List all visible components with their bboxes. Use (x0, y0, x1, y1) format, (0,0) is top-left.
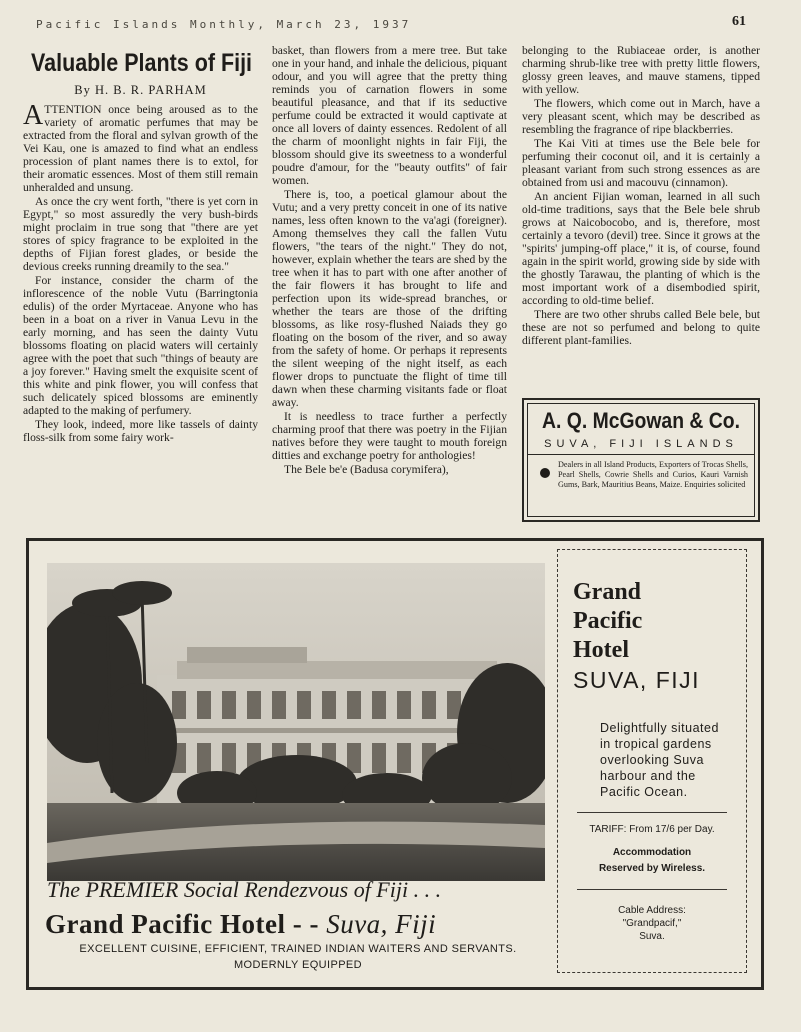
hotel-features: EXCELLENT CUISINE, EFFICIENT, TRAINED INDIAN WAITERS AND SERVANTS. MODERNLY EQUIPPED (79, 943, 517, 971)
article-paragraph: basket, than flowers from a mere tree. But take one in your hand, and inhale the delicious, piquant odour, and you will agree that the pretty thing reminds you of carnation flowers in some beautiful pleasance, and that if its seductive perfume could be extracted it would captivate at once all lovers of dainty essences. Redolent of all the charm of moonlight nights in fair Fiji, the blossom should give its sweetness to a wonderful poudre d'amour, for the "beauty outfits" of fair women. (272, 44, 507, 187)
article-paragraph: ATTENTION once being aroused as to the variety of aromatic perfumes that may be extracted from the floral and sylvan growth of the Vei Kau, one is amazed to find what an endless procession of plant names there is to extol, for their aromatic essences. Most of them still remain unheralded and unsung. (23, 100, 258, 194)
side-divider (577, 889, 727, 890)
article-column-3 (522, 44, 760, 348)
article-title: Valuable Plants of Fiji (31, 49, 253, 77)
article-paragraph: For instance, consider the charm of the inflorescence of the noble Vutu (Barringtonia edulis) of the order Myrtaceae. Anyone who has been in a boat on a river in Vanua Levu in the early morning, and has seen the dainty Vutu blossoms floating on placid waters will certainly agree with the poet that such "things of beauty are a joy forever." Having smelt the exquisite scent of this white and pink flower, you will confess that such delicately spiced blossoms are eminently adapted to the making of perfumery. (23, 274, 258, 417)
hotel-tagline: The PREMIER Social Rendezvous of Fiji . . . (47, 877, 442, 902)
mcgowan-description: Dealers in all Island Products, Exporters of Trocas Shells, Pearl Shells, Cowrie Shells and Curios, Kauri Varnish Gums, Bark, Mauritius Beans, Maize. Enquiries solicited (528, 455, 754, 490)
article-paragraph: It is needless to trace further a perfectly charming proof that there was poetry in the Fijian natives before they were taught to mouth foreign ditties and exchange poetry for anthologies! (272, 410, 507, 462)
running-head: Pacific Islands Monthly, March 23, 1937 (36, 18, 412, 31)
article-paragraph: The Bele be'e (Badusa corymifera), (284, 463, 449, 476)
hotel-advertisement (26, 538, 764, 990)
mcgowan-company-name: A. Q. McGowan & Co. (542, 408, 740, 433)
side-hotel-title: Grand Pacific Hotel (573, 579, 643, 663)
hotel-photo (47, 563, 545, 881)
bullet-dot-icon (540, 468, 550, 478)
mcgowan-advertisement (522, 398, 760, 522)
side-tariff: TARIFF: From 17/6 per Day. (589, 824, 715, 835)
side-cable-address: Cable Address: "Grandpacif," Suva. (618, 905, 686, 942)
article-paragraph: They look, indeed, more like tassels of dainty floss-silk from some fairy work- (23, 418, 258, 444)
article-paragraph: As once the cry went forth, "there is yet corn in Egypt," so most assuredly the very bush-birds might proclaim in true song that "there are yet stores of spicy fragrance to be exploited in the depths of Fijian forest glades, or beside the devious creeks running dreamily to the sea." (23, 195, 258, 273)
article-byline: By H. B. R. PARHAM (74, 83, 207, 97)
article-paragraph: There is, too, a poetical glamour about the Vutu; and a very pretty conceit in one of its native names, less often known to the va'agi (foreigner). Among themselves they call the fallen Vutu flowers, "the tears of the night." They do not, however, explain whether the tears are shed by the tree when it has to part with one after another of the fair flowers it has brought to life and perfection upon its wide-spread branches, or whether the tears are those of the drifting blossoms, as like rosy-flushed Naiads they go floating on the bosom of the river, and so away from the safety of home. Or perhaps it represents the silent weeping of the night itself, as each flower drops to punctuate the flight of time till dawn when these charming visitants fade or float away. (272, 188, 507, 409)
hotel-name-banner: Grand Pacific Hotel - - Suva, Fiji (45, 909, 437, 939)
article-paragraph: belonging to the Rubiaceae order, is another charming shrub-like tree with pretty little flowers, glossy green leaves, and mauve stamens, tipped with yellow. (522, 44, 760, 96)
hotel-side-panel (557, 549, 747, 973)
article-column-1 (23, 44, 258, 445)
article-column-2 (272, 44, 507, 477)
side-divider (577, 812, 727, 813)
drop-cap: A (23, 100, 44, 131)
side-city: SUVA, FIJI (573, 667, 701, 693)
article-paragraph: The Kai Viti at times use the Bele bele for perfuming their coconut oil, and it is certainly a pleasant variant from such strong essences as are obtained from usi and macouvu (cinnamon). (522, 137, 760, 189)
article-paragraph: There are two other shrubs called Bele bele, but these are not so perfumed and belong to quite different plant-families. (522, 308, 760, 347)
article-paragraph: An ancient Fijian woman, learned in all such old-time traditions, says that the Bele bele shrub grows at Naicobocobo, and is, therefore, most certainly a tevoro (devil) tree. Since it grows at the "spirits' jumping-off place," it is, of course, found again in the spirit world, growing side by side with the ghostly Tarawau, the planting of which is the most important work of a disembodied spirit, according to old-time belief. (522, 190, 760, 307)
side-description: Delightfully situated in tropical gardens overlooking Suva harbour and the Pacific Ocean. (600, 721, 719, 799)
mcgowan-location: SUVA, FIJI ISLANDS (528, 438, 754, 455)
page-number: 61 (732, 14, 746, 29)
side-accommodation: Accommodation Reserved by Wireless. (598, 847, 706, 874)
article-paragraph: The flowers, which come out in March, have a very pleasant scent, which may be described as resembling the fragrance of ripe blackberries. (522, 97, 760, 136)
